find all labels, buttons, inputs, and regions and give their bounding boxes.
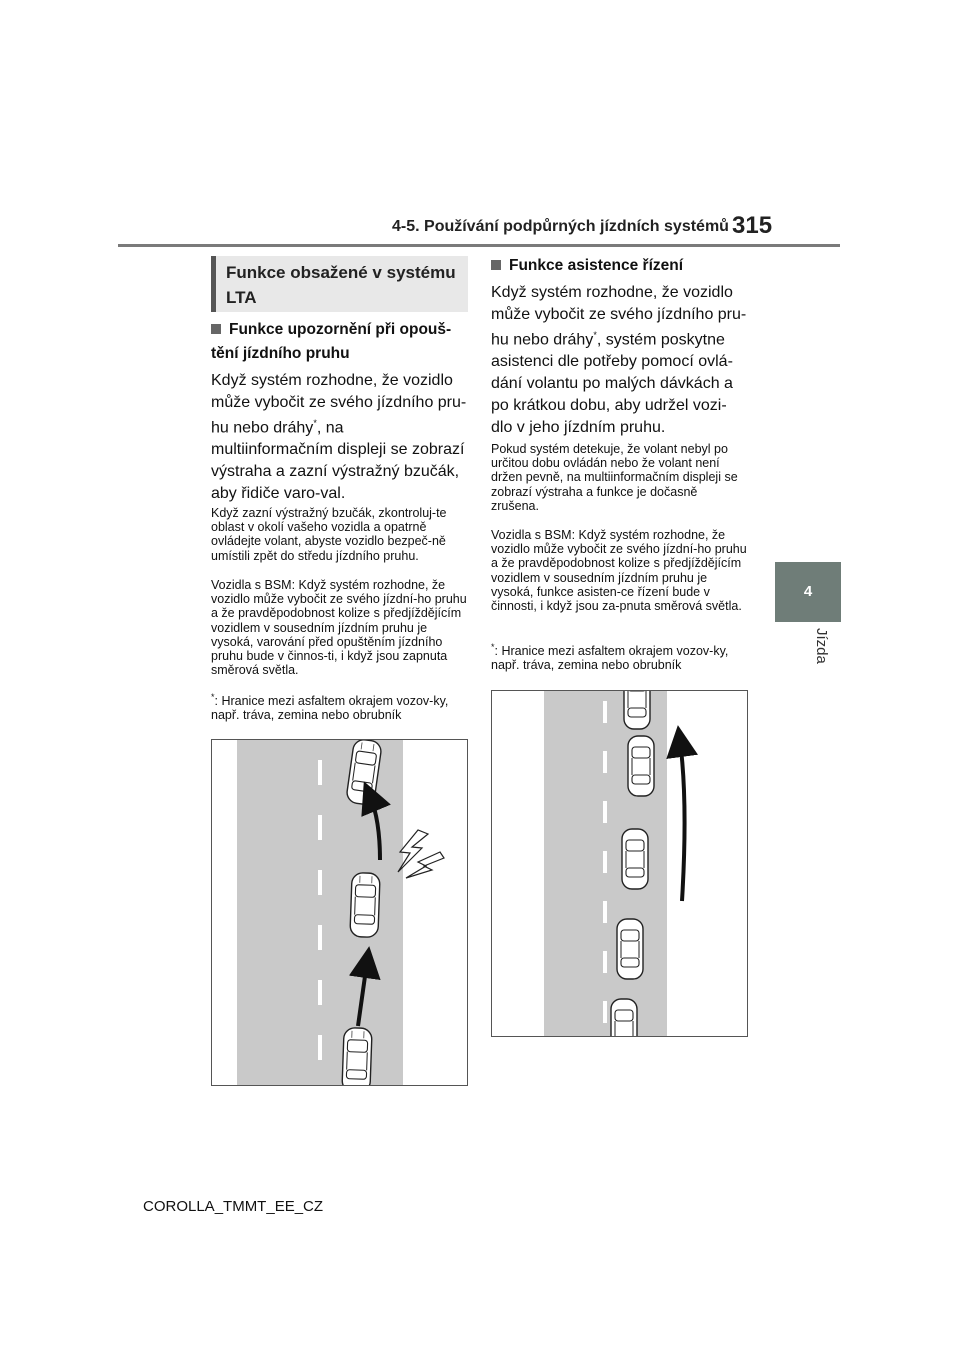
right-main-paragraph bbox=[491, 282, 748, 438]
page-number: 315 bbox=[732, 212, 773, 239]
left-main-a: Když systém rozhodne, že vozidlo může vybočit ze svého jízdního pru-hu nebo dráhy bbox=[211, 372, 467, 437]
header-divider bbox=[118, 244, 840, 247]
left-note-1: Když zazní výstražný bzučák, zkontroluj-te oblast v okolí vašeho vozidla a opatrně ovládejte volant, abyste vozidlo bezpeč-ně umístili zpět do středu jízdního pruhu. bbox=[211, 506, 447, 563]
lane-departure-illustration bbox=[212, 740, 467, 1085]
right-main-a: Když systém rozhodne, že vozidlo může vybočit ze svého jízdního pru-hu nebo dráhy bbox=[491, 284, 747, 349]
car-position-3 bbox=[622, 829, 648, 889]
bullet-square-icon bbox=[491, 260, 501, 270]
steering-assist-figure bbox=[491, 690, 748, 1037]
left-main-sup: * bbox=[313, 418, 317, 429]
car-position-1 bbox=[624, 691, 650, 729]
car-behind bbox=[342, 1028, 372, 1085]
section-heading-box bbox=[211, 256, 468, 312]
right-footnote-mark: * bbox=[491, 642, 495, 652]
left-bullet-heading bbox=[211, 318, 468, 366]
own-car bbox=[350, 873, 380, 938]
right-main-sup: * bbox=[593, 330, 597, 341]
left-footnote bbox=[211, 690, 468, 723]
car-position-2 bbox=[628, 736, 654, 796]
right-heading-text: Funkce asistence řízení bbox=[509, 257, 684, 274]
section-title: 4-5. Používání podpůrných jízdních systémů bbox=[392, 218, 729, 235]
document-code: COROLLA_TMMT_EE_CZ bbox=[143, 1198, 324, 1215]
left-main-b: , na multiinformačním displeji se zobrazí výstraha a zazní výstražný bzučák, aby řidiče varo-val. bbox=[211, 419, 465, 502]
car-position-4 bbox=[617, 919, 643, 979]
left-heading-text: Funkce upozornění při opouš-tění jízdního pruhu bbox=[211, 321, 452, 362]
lane-departure-figure bbox=[211, 739, 468, 1086]
left-footnote-mark: * bbox=[211, 692, 215, 702]
assist-arrow bbox=[680, 741, 685, 901]
chapter-label: Jízda bbox=[813, 628, 830, 664]
right-footnote-text: : Hranice mezi asfaltem okrajem vozov-ky, např. tráva, zemina nebo obrubník bbox=[491, 644, 729, 673]
car-position-5 bbox=[611, 999, 637, 1036]
left-note-2: Vozidla s BSM: Když systém rozhodne, že vozidlo může vybočit ze svého jízdní-ho pruhu a že pravděpodobnost kolize s předjíždějícím vozidlem v sousedním jízdním pruhu je vysoká, varování před opuštěním jízdního pruhu bude v činnos-ti, i když jsou zapnuta směrová světla. bbox=[211, 578, 467, 678]
steering-assist-illustration bbox=[492, 691, 747, 1036]
right-note-2: Vozidla s BSM: Když systém rozhodne, že vozidlo může vybočit ze svého jízdní-ho pruhu a že pravděpodobnost kolize s předjíždějícím vozidlem v sousedním jízdním pruhu je vysoká, funkce asisten-ce řízení bude v činnosti, i když jsou za-pnuta směrová světla. bbox=[491, 528, 747, 614]
left-main-paragraph bbox=[211, 370, 468, 505]
right-footnote bbox=[491, 640, 748, 673]
left-footnote-text: : Hranice mezi asfaltem okrajem vozov-ky, např. tráva, zemina nebo obrubník bbox=[211, 694, 449, 723]
right-note-1: Pokud systém detekuje, že volant nebyl po určitou dobu ovládán nebo že volant není držen pevně, na multiinformačním displeji se zobrazí výstraha a funkce je dočasně zrušena. bbox=[491, 442, 738, 513]
bullet-square-icon bbox=[211, 324, 221, 334]
chapter-tab: 4 bbox=[775, 562, 841, 622]
section-heading: Funkce obsažené v systému LTA bbox=[226, 263, 456, 307]
right-main-b: , systém poskytne asistenci dle potřeby pomocí ovlá-dání volantu po malých dávkách a po krátkou dobu, aby udržel vozi-dlo v jeho jízdním pruhu. bbox=[491, 331, 733, 436]
right-bullet-heading bbox=[491, 254, 748, 278]
